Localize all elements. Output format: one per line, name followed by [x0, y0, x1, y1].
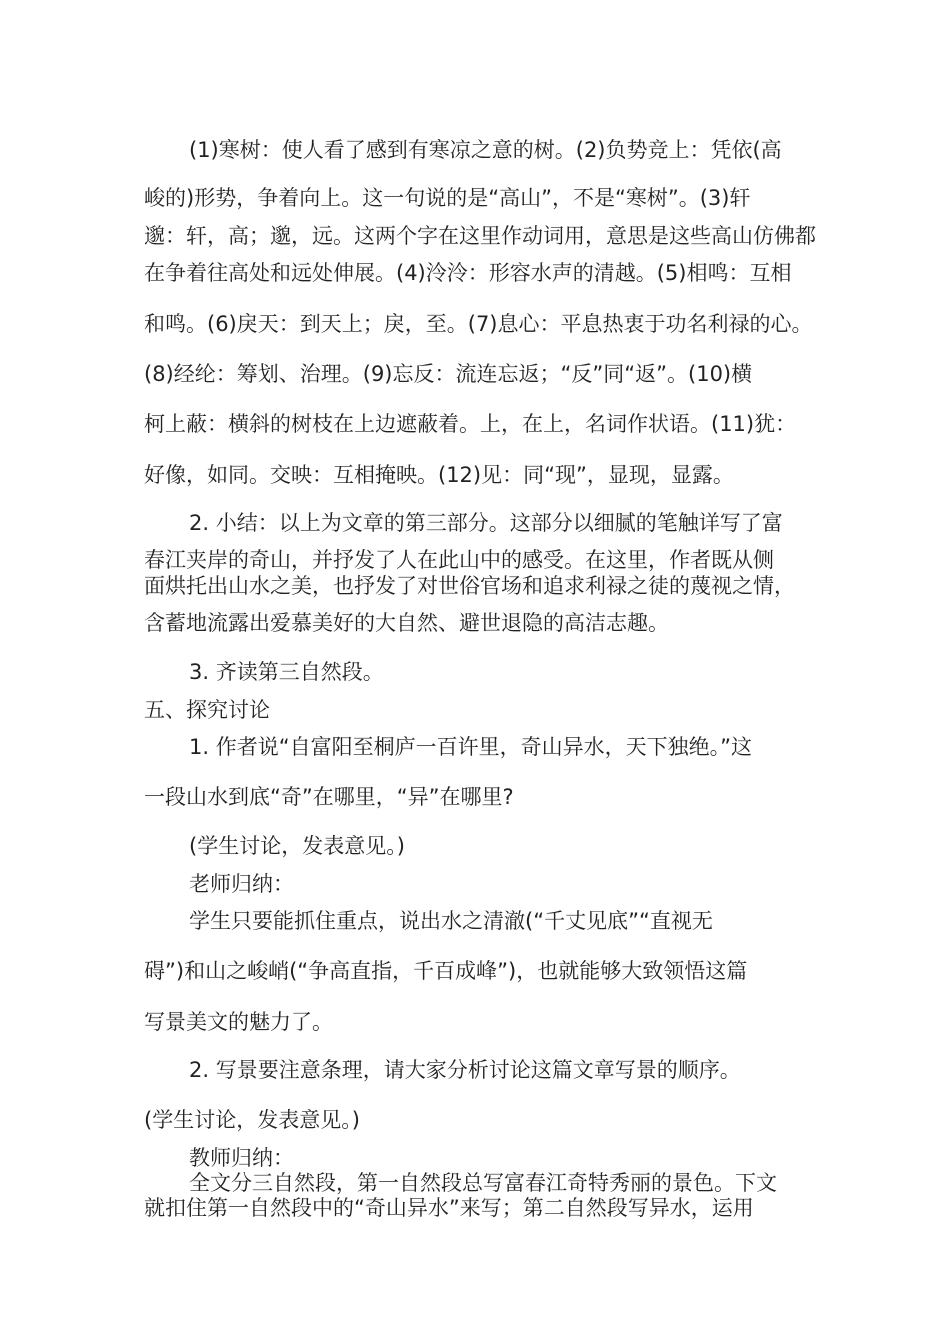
text-line: 好像，如同。交映：互相掩映。(12)见：同“现”，显现，显露。	[144, 463, 734, 487]
text-line: (学生讨论，发表意见。)	[189, 834, 405, 858]
text-line: 学生只要能抓住重点，说出水之清澈(“千丈见底”“直视无	[189, 909, 713, 933]
text-line: 碍”)和山之峻峭(“争高直指，千百成峰”)，也就能够大致领悟这篇	[144, 959, 748, 983]
text-line: 一段山水到底“奇”在哪里，“异”在哪里?	[144, 785, 514, 809]
text-line: 全文分三自然段，第一自然段总写富春江奇特秀丽的景色。下文	[189, 1171, 777, 1195]
text-line: 含蓄地流露出爱慕美好的大自然、避世退隐的高洁志趣。	[144, 611, 669, 635]
text-line: 春江夹岸的奇山，并抒发了人在此山中的感受。在这里，作者既从侧	[144, 548, 774, 572]
text-line: 1. 作者说“自富阳至桐庐一百许里，奇山异水，天下独绝。”这	[189, 735, 752, 759]
text-line: (学生讨论，发表意见。)	[144, 1108, 360, 1132]
text-line: 邈：轩，高；邈，远。这两个字在这里作动词用，意思是这些高山仿佛都	[144, 224, 816, 248]
text-line: 写景美文的魅力了。	[144, 1010, 333, 1034]
text-line: 峻的)形势，争着向上。这一句说的是“高山”，不是“寒树”。(3)轩	[144, 186, 751, 210]
section-heading: 五、探究讨论	[144, 698, 270, 722]
text-line: 和鸣。(6)戾天：到天上；戾，至。(7)息心：平息热衷于功名利禄的心。	[144, 312, 813, 336]
text-line: 2. 写景要注意条理，请大家分析讨论这篇文章写景的顺序。	[189, 1058, 741, 1082]
text-line: 老师归纳：	[189, 872, 294, 896]
text-line: 在争着往高处和远处伸展。(4)泠泠：形容水声的清越。(5)相鸣：互相	[144, 261, 792, 285]
text-line: 2. 小结：以上为文章的第三部分。这部分以细腻的笔触详写了富	[189, 511, 783, 535]
text-line: 3. 齐读第三自然段。	[189, 660, 384, 684]
text-line: 教师归纳：	[189, 1146, 294, 1170]
text-line: 面烘托出山水之美，也抒发了对世俗官场和追求利禄之徒的蔑视之情，	[144, 574, 795, 598]
text-line: (8)经纶：筹划、治理。(9)忘反：流连忘返；“反”同“返”。(10)横	[144, 362, 753, 386]
text-line: 就扣住第一自然段中的“奇山异水”来写；第二自然段写异水，运用	[144, 1196, 754, 1220]
text-line: (1)寒树：使人看了感到有寒凉之意的树。(2)负势竞上：凭依(高	[189, 138, 782, 162]
text-line: 柯上蔽：横斜的树枝在上边遮蔽着。上，在上，名词作状语。(11)犹：	[144, 412, 797, 436]
